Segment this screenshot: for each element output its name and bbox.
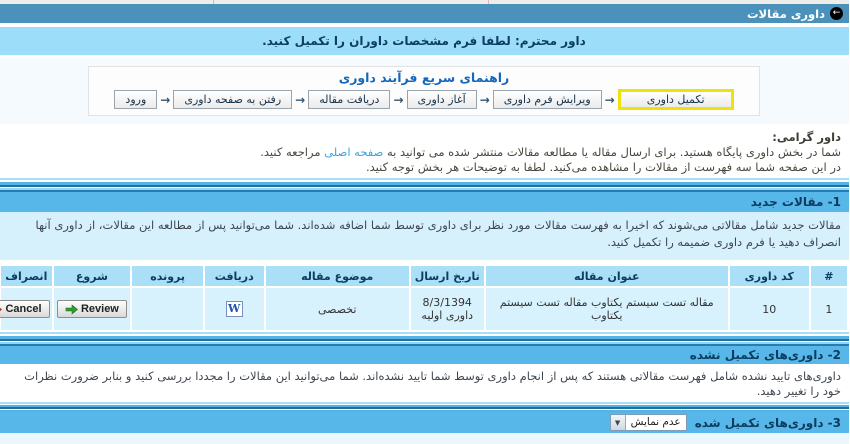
review-stage: داوری اولیه (422, 309, 475, 322)
col-article-title: عنوان مقاله (487, 266, 729, 286)
col-send-date: تاریخ ارسال (412, 266, 485, 286)
display-mode-value: عدم نمایش (631, 416, 682, 428)
section2-description: داوری‌های تایید نشده شامل فهرست مقالاتی هستند که پس از انجام داوری توسط شما تایید نشده‌اند. شما می‌توانید این مقالات را مجددا بررسی کنید و بنابر ضرورت نظرات خود را تغییر دهید. (0, 364, 850, 402)
section-divider (0, 402, 850, 412)
step-start-review: آغاز داوری (408, 90, 478, 109)
col-file: پرونده (133, 266, 204, 286)
word-doc-icon[interactable]: W (227, 301, 244, 317)
reviewer-notice-text: داور محترم: لطفا فرم مشخصات داوران را تکمیل کنید. (263, 34, 587, 48)
col-start: شروع (55, 266, 132, 286)
section3-title: 3- داوری‌های تکمیل شده (695, 415, 842, 430)
table-header-row (2, 266, 848, 286)
review-button-label: Review (81, 303, 120, 315)
col-subject: موضوع مقاله (267, 266, 410, 286)
flow-arrow-icon: → (296, 92, 307, 107)
flow-arrow-icon: → (605, 92, 616, 107)
bottom-strip (0, 433, 850, 444)
cell-file (133, 288, 204, 330)
cell-article-title: مقاله تست سیستم یکتاوب مقاله تست سیستم یکتاوب (487, 288, 729, 330)
send-date: 8/3/1394 (423, 296, 473, 309)
flow-arrow-icon: → (161, 92, 172, 107)
page-title: داوری مقالات (748, 6, 826, 21)
greeting-line1-tail: مراجعه کنید. (261, 145, 326, 159)
greeting-line2: در این صفحه شما سه فهرست از مقالات را مشاهده می‌کنید. لطفا به توضیحات هر بخش توجه کنید. (366, 160, 842, 174)
section2-header: 2- داوری‌های تکمیل نشده (0, 346, 850, 364)
cell-download (206, 288, 265, 330)
section-divider (0, 332, 850, 346)
step-goto-review-page: رفتن به صفحه داوری (174, 90, 293, 109)
table-row (2, 288, 848, 330)
greeting-line1-text: شما در بخش داوری پایگاه هستید. برای ارسال مقاله یا مطالعه مقالات منتشر شده می توانید به (384, 145, 842, 159)
flow-arrow-icon: → (480, 92, 491, 107)
process-guide-title: راهنمای سریع فرآیند داوری (339, 70, 511, 85)
col-cancel: انصراف (2, 266, 53, 286)
main-page-link[interactable]: صفحه اصلی (325, 145, 385, 159)
section-divider (0, 178, 850, 192)
section1-description: مقالات جدید شامل مقالاتی می‌شوند که اخیرا به فهرست مقالات مورد نظر برای داوری توسط شما اضافه شده‌اند. شما می‌توانید پس از مطالعه این مقالات، از داوری آنها انصراف دهید یا فرم داوری ضمیمه را تکمیل کنید. (0, 212, 850, 260)
reviewer-notice-bar (0, 27, 850, 55)
col-review-code: کد داوری (731, 266, 810, 286)
cell-subject: تخصصی (267, 288, 410, 330)
step-login: ورود (115, 90, 158, 109)
review-button[interactable] (58, 300, 128, 318)
process-steps (96, 89, 754, 110)
col-index: # (812, 266, 848, 286)
cell-start (55, 288, 132, 330)
new-articles-table (0, 264, 850, 332)
cell-cancel (2, 288, 53, 330)
step-receive-article: دریافت مقاله (309, 90, 391, 109)
step-edit-review-form: ویرایش فرم داوری (494, 90, 603, 109)
cancel-button-label: Cancel (6, 303, 43, 315)
section3-header (0, 412, 850, 433)
display-mode-select[interactable] (611, 414, 688, 431)
cell-send-date (412, 288, 485, 330)
process-guide-box (89, 66, 761, 116)
flow-arrow-icon: → (394, 92, 405, 107)
greeting-line1 (8, 145, 842, 160)
process-guide-zone (0, 58, 850, 124)
greeting-title: داور گرامی: (773, 130, 842, 144)
col-download: دریافت (206, 266, 265, 286)
section1-header: 1- مقالات جدید (0, 192, 850, 212)
red-arrow-icon (0, 304, 3, 315)
step-complete-review-highlighted: تکمیل داوری (619, 89, 735, 110)
chevron-down-icon: ▼ (612, 415, 627, 430)
cell-review-code: 10 (731, 288, 810, 330)
greeting-block (0, 124, 850, 178)
cell-index: 1 (812, 288, 848, 330)
cancel-button[interactable] (0, 300, 51, 318)
back-arrow-icon[interactable]: ← (831, 7, 844, 20)
green-arrow-icon (66, 304, 79, 315)
page-titlebar (0, 4, 850, 23)
